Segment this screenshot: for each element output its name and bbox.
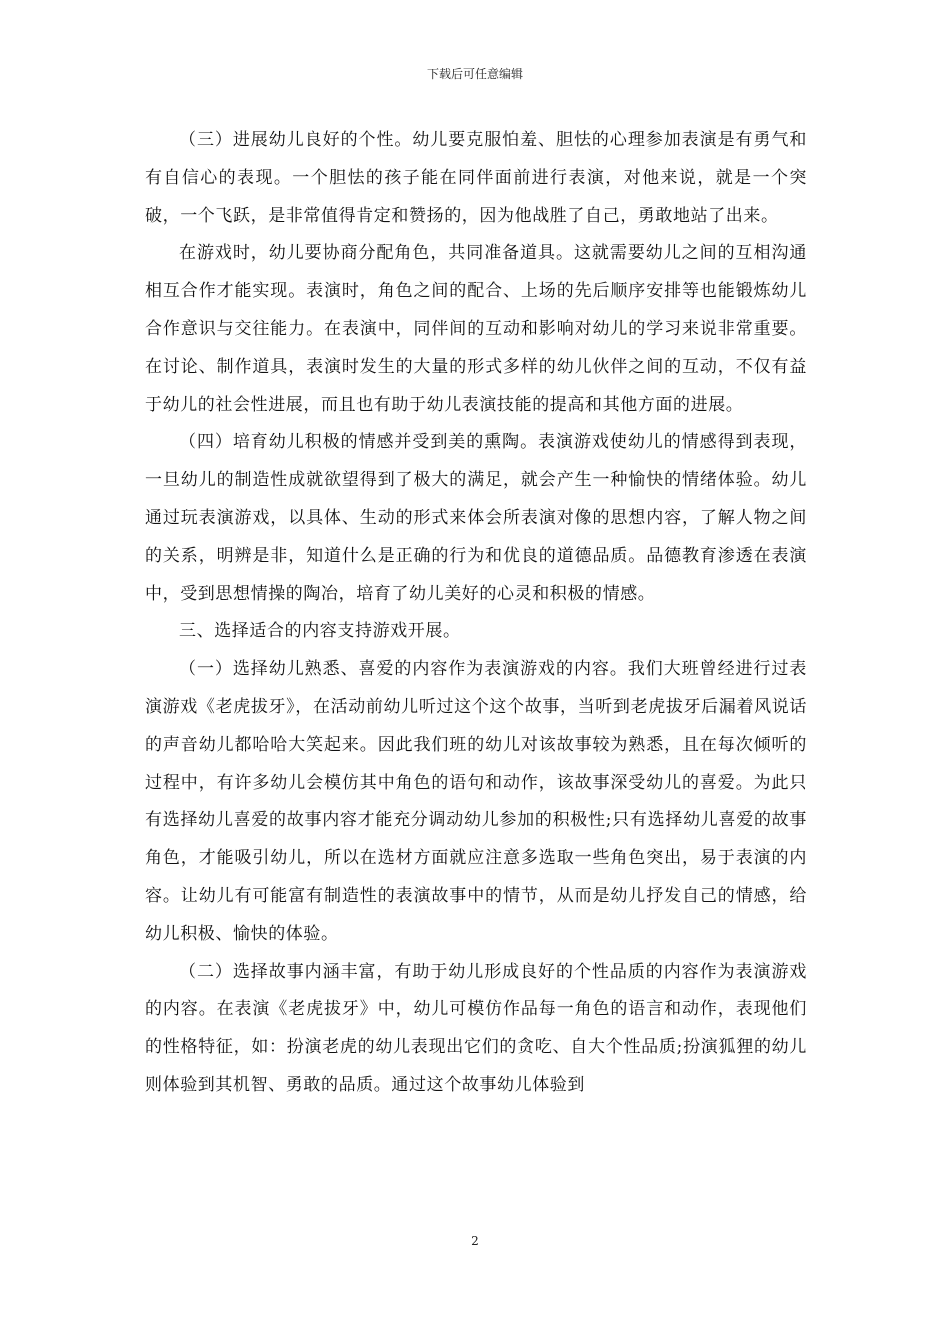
section-heading-content-selection: 三、选择适合的内容支持游戏开展。 — [179, 621, 461, 642]
page-number: 2 — [471, 1234, 479, 1248]
paragraph-personality: （三）进展幼儿良好的个性。幼儿要克服怕羞、胆怯的心理参加表演是有勇气和有自信心的表现。一个胆怯的孩子能在同伴面前进行表演，对他来说，就是一个突破，一个飞跃，是非常值得肯定和赞扬的，因为他战胜了自己，勇敢地站了出来。 — [145, 130, 807, 226]
document-body — [145, 122, 807, 1105]
paragraph-cooperation: 在游戏时，幼儿要协商分配角色，共同准备道具。这就需要幼儿之间的互相沟通相互合作才能实现。表演时，角色之间的配合、上场的先后顺序安排等也能锻炼幼儿合作意识与交往能力。在表演中，同伴间的互动和影响对幼儿的学习来说非常重要。在讨论、制作道具，表演时发生的大量的形式多样的幼儿伙伴之间的互动，不仅有益于幼儿的社会性进展，而且也有助于幼儿表演技能的提高和其他方面的进展。 — [145, 243, 807, 415]
paragraph-familiar-content: （一）选择幼儿熟悉、喜爱的内容作为表演游戏的内容。我们大班曾经进行过表演游戏《老虎拔牙》，在活动前幼儿听过这个这个故事，当听到老虎拔牙后漏着风说话的声音幼儿都哈哈大笑起来。因此我们班的幼儿对该故事较为熟悉，且在每次倾听的过程中，有许多幼儿会模仿其中角色的语句和动作，该故事深受幼儿的喜爱。为此只有选择幼儿喜爱的故事内容才能充分调动幼儿参加的积极性;只有选择幼儿喜爱的故事角色，才能吸引幼儿，所以在选材方面就应注意多选取一些角色突出，易于表演的内容。让幼儿有可能富有制造性的表演故事中的情节，从而是幼儿抒发自己的情感，给幼儿积极、愉快的体验。 — [145, 659, 807, 944]
paragraph-emotion: （四）培育幼儿积极的情感并受到美的熏陶。表演游戏使幼儿的情感得到表现，一旦幼儿的制造性成就欲望得到了极大的满足，就会产生一种愉快的情绪体验。幼儿通过玩表演游戏，以具体、生动的形式来体会所表演对像的思想内容，了解人物之间的关系，明辨是非，知道什么是正确的行为和优良的道德品质。品德教育渗透在表演中，受到思想情操的陶冶，培育了幼儿美好的心灵和积极的情感。 — [145, 432, 807, 604]
page-header: 下载后可任意编辑 — [426, 67, 523, 81]
paragraph-rich-content: （二）选择故事内涵丰富，有助于幼儿形成良好的个性品质的内容作为表演游戏的内容。在表演《老虎拔牙》中，幼儿可模仿作品每一角色的语言和动作，表现他们的性格特征，如：扮演老虎的幼儿表现出它们的贪吃、自大个性品质;扮演狐狸的幼儿则体验到其机智、勇敢的品质。通过这个故事幼儿体验到 — [145, 961, 807, 1095]
